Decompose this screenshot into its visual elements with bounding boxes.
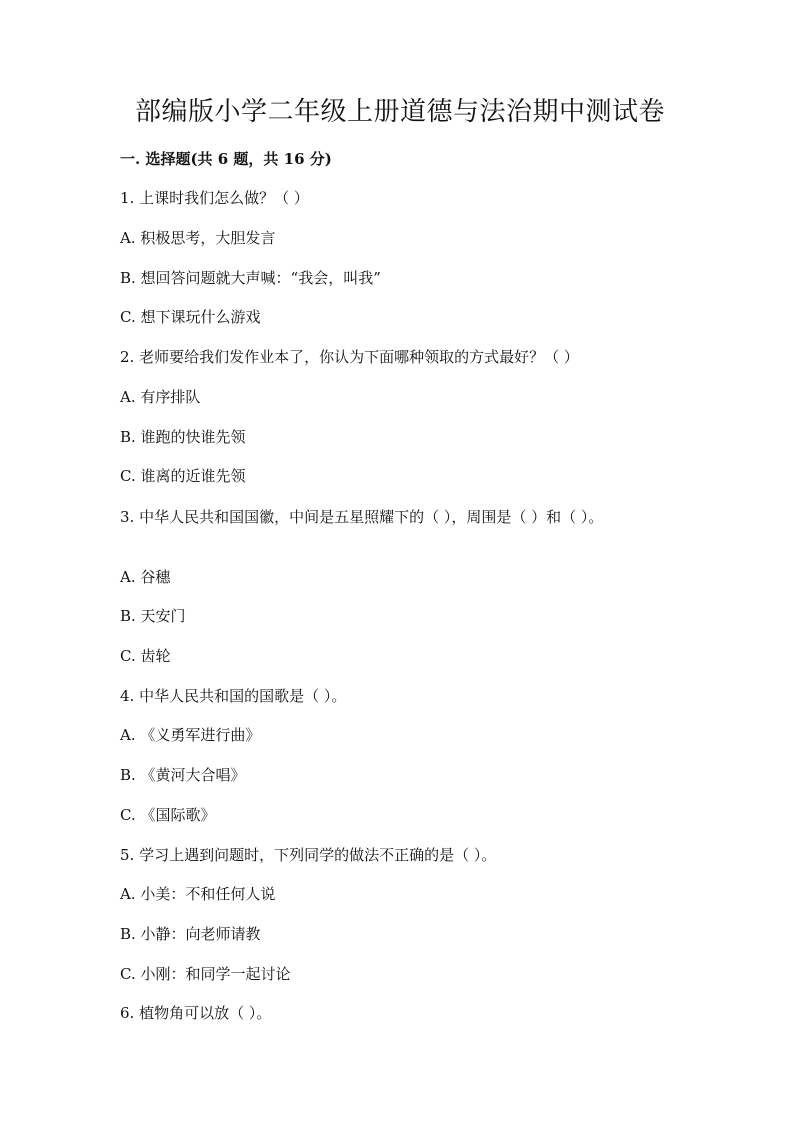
question-4-option-a[interactable]: A. 《义勇军进行曲》 [120,726,261,744]
question-1-option-b[interactable]: B. 想回答问题就大声喊：“我会，叫我” [120,269,381,287]
question-3-option-a[interactable]: A. 谷穗 [120,568,171,586]
question-3-option-c[interactable]: C. 齿轮 [120,647,171,665]
question-5-stem: 5. 学习上遇到问题时，下列同学的做法不正确的是（ ）。 [120,846,497,864]
question-1-option-a[interactable]: A. 积极思考，大胆发言 [120,229,276,247]
question-2-option-a[interactable]: A. 有序排队 [120,388,201,406]
question-6-stem: 6. 植物角可以放（ ）。 [120,1004,272,1022]
question-3-stem: 3. 中华人民共和国国徽，中间是五星照耀下的（ ），周围是（ ）和（ ）。 [120,508,604,526]
question-3-option-b[interactable]: B. 天安门 [120,607,186,625]
exam-title: 部编版小学二年级上册道德与法治期中测试卷 [134,97,665,127]
question-5-option-b[interactable]: B. 小静：向老师请教 [120,925,261,943]
question-5-option-c[interactable]: C. 小刚：和同学一起讨论 [120,965,291,983]
question-4-stem: 4. 中华人民共和国的国歌是（ ）。 [120,687,347,705]
question-2-stem: 2. 老师要给我们发作业本了，你认为下面哪种领取的方式最好？（ ） [120,348,579,366]
question-1-stem: 1. 上课时我们怎么做？（ ） [120,189,309,207]
question-2-option-b[interactable]: B. 谁跑的快谁先领 [120,428,246,446]
section-heading: 一. 选择题(共 6 题，共 16 分) [120,150,332,168]
question-4-option-b[interactable]: B. 《黄河大合唱》 [120,766,246,784]
question-1-option-c[interactable]: C. 想下课玩什么游戏 [120,308,261,326]
question-2-option-c[interactable]: C. 谁离的近谁先领 [120,467,246,485]
question-5-option-a[interactable]: A. 小美：不和任何人说 [120,885,276,903]
question-4-option-c[interactable]: C. 《国际歌》 [120,806,216,824]
